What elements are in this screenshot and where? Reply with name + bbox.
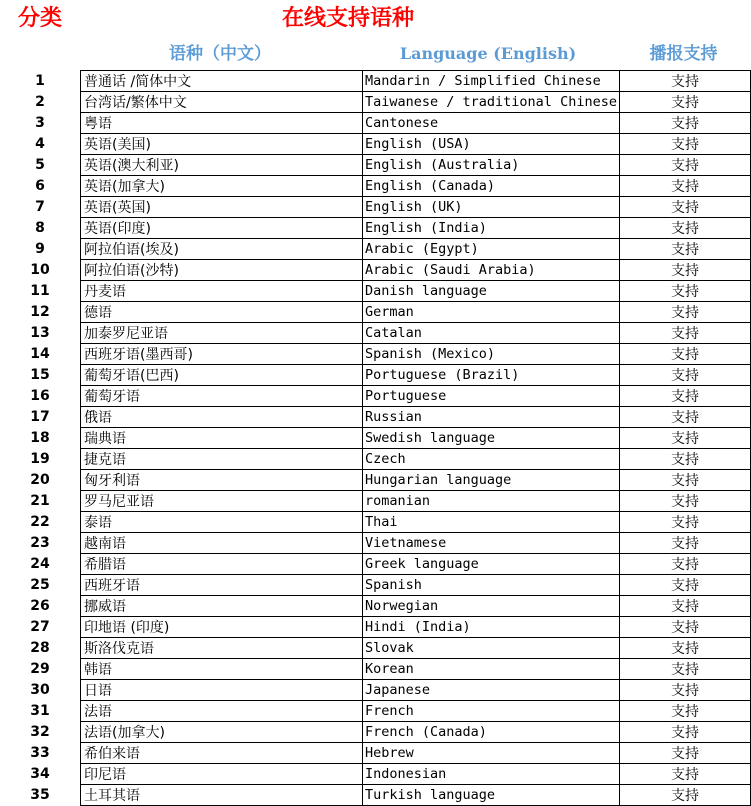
language-chinese-cell[interactable]: 粤语 bbox=[81, 113, 363, 134]
support-cell[interactable]: 支持 bbox=[620, 155, 751, 176]
row-number[interactable]: 17 bbox=[30, 409, 50, 425]
language-chinese-cell[interactable]: 匈牙利语 bbox=[81, 470, 363, 491]
support-cell[interactable]: 支持 bbox=[620, 638, 751, 659]
table-row bbox=[0, 92, 751, 113]
language-chinese-cell[interactable]: 土耳其语 bbox=[81, 785, 363, 806]
row-number[interactable]: 21 bbox=[30, 493, 50, 509]
support-cell[interactable]: 支持 bbox=[620, 470, 751, 491]
page-title: 在线支持语种 bbox=[281, 6, 414, 31]
language-chinese-cell[interactable]: 越南语 bbox=[81, 533, 363, 554]
row-number[interactable]: 7 bbox=[35, 199, 45, 215]
language-english-cell[interactable]: Norwegian bbox=[363, 596, 620, 617]
support-cell[interactable]: 支持 bbox=[620, 659, 751, 680]
language-chinese-cell[interactable]: 韩语 bbox=[81, 659, 363, 680]
category-header: 分类 bbox=[17, 6, 62, 31]
language-chinese-cell[interactable]: 法语(加拿大) bbox=[81, 722, 363, 743]
support-cell[interactable]: 支持 bbox=[620, 386, 751, 407]
support-cell[interactable]: 支持 bbox=[620, 323, 751, 344]
support-cell[interactable]: 支持 bbox=[620, 596, 751, 617]
table-row bbox=[0, 407, 751, 428]
language-chinese-cell[interactable]: 日语 bbox=[81, 680, 363, 701]
table-row bbox=[0, 764, 751, 785]
table-row bbox=[0, 617, 751, 638]
language-chinese-cell[interactable]: 印尼语 bbox=[81, 764, 363, 785]
language-english-cell[interactable]: Portuguese bbox=[363, 386, 620, 407]
table-row bbox=[0, 155, 751, 176]
row-number[interactable]: 15 bbox=[30, 367, 50, 383]
language-chinese-cell[interactable]: 挪威语 bbox=[81, 596, 363, 617]
row-number[interactable]: 16 bbox=[30, 388, 50, 404]
language-english-cell[interactable]: Mandarin / Simplified Chinese bbox=[363, 71, 620, 92]
language-chinese-cell[interactable]: 希腊语 bbox=[81, 554, 363, 575]
language-chinese-cell[interactable]: 英语(英国) bbox=[81, 197, 363, 218]
table-row bbox=[0, 134, 751, 155]
row-number[interactable]: 4 bbox=[35, 136, 45, 152]
table-row bbox=[0, 701, 751, 722]
table-row bbox=[0, 71, 751, 92]
row-number[interactable]: 26 bbox=[30, 598, 50, 614]
language-english-cell[interactable]: Catalan bbox=[363, 323, 620, 344]
table-row bbox=[0, 680, 751, 701]
row-number[interactable]: 6 bbox=[35, 178, 45, 194]
table-row bbox=[0, 659, 751, 680]
language-chinese-cell[interactable]: 葡萄牙语(巴西) bbox=[81, 365, 363, 386]
language-chinese-cell[interactable]: 葡萄牙语 bbox=[81, 386, 363, 407]
row-number[interactable]: 14 bbox=[30, 346, 50, 362]
row-number[interactable]: 9 bbox=[35, 241, 45, 257]
language-chinese-cell[interactable]: 英语(澳大利亚) bbox=[81, 155, 363, 176]
support-cell[interactable]: 支持 bbox=[620, 701, 751, 722]
row-number[interactable]: 19 bbox=[30, 451, 50, 467]
language-chinese-cell[interactable]: 斯洛伐克语 bbox=[81, 638, 363, 659]
table-row bbox=[0, 470, 751, 491]
table-row bbox=[0, 638, 751, 659]
support-cell[interactable]: 支持 bbox=[620, 785, 751, 806]
support-cell[interactable]: 支持 bbox=[620, 764, 751, 785]
language-english-cell[interactable]: Russian bbox=[363, 407, 620, 428]
row-number[interactable]: 30 bbox=[30, 682, 50, 698]
support-cell[interactable]: 支持 bbox=[620, 176, 751, 197]
language-english-cell[interactable]: Hindi (India) bbox=[363, 617, 620, 638]
row-number[interactable]: 27 bbox=[30, 619, 50, 635]
support-cell[interactable]: 支持 bbox=[620, 743, 751, 764]
table-row bbox=[0, 596, 751, 617]
language-english-cell[interactable]: Slovak bbox=[363, 638, 620, 659]
table-row bbox=[0, 239, 751, 260]
column-header-support: 播报支持 bbox=[649, 44, 718, 64]
language-chinese-cell[interactable]: 英语(印度) bbox=[81, 218, 363, 239]
row-number[interactable]: 18 bbox=[30, 430, 50, 446]
language-english-cell[interactable]: Portuguese (Brazil) bbox=[363, 365, 620, 386]
language-chinese-cell[interactable]: 西班牙语(墨西哥) bbox=[81, 344, 363, 365]
support-cell[interactable]: 支持 bbox=[620, 449, 751, 470]
language-english-cell[interactable]: Indonesian bbox=[363, 764, 620, 785]
language-english-cell[interactable]: Japanese bbox=[363, 680, 620, 701]
language-english-cell[interactable]: Czech bbox=[363, 449, 620, 470]
language-chinese-cell[interactable]: 西班牙语 bbox=[81, 575, 363, 596]
language-english-cell[interactable]: Korean bbox=[363, 659, 620, 680]
support-cell[interactable]: 支持 bbox=[620, 281, 751, 302]
table-row bbox=[0, 176, 751, 197]
language-table bbox=[0, 70, 751, 806]
language-english-cell[interactable]: Greek language bbox=[363, 554, 620, 575]
row-number[interactable]: 1 bbox=[35, 73, 45, 89]
support-cell[interactable]: 支持 bbox=[620, 533, 751, 554]
support-cell[interactable]: 支持 bbox=[620, 491, 751, 512]
language-english-cell[interactable]: Turkish language bbox=[363, 785, 620, 806]
support-cell[interactable]: 支持 bbox=[620, 512, 751, 533]
support-cell[interactable]: 支持 bbox=[620, 722, 751, 743]
row-number[interactable]: 2 bbox=[35, 94, 45, 110]
language-english-cell[interactable]: English (USA) bbox=[363, 134, 620, 155]
row-number[interactable]: 11 bbox=[30, 283, 50, 299]
table-row bbox=[0, 281, 751, 302]
language-english-cell[interactable]: Hebrew bbox=[363, 743, 620, 764]
language-english-cell[interactable]: Swedish language bbox=[363, 428, 620, 449]
language-chinese-cell[interactable]: 德语 bbox=[81, 302, 363, 323]
support-cell[interactable]: 支持 bbox=[620, 71, 751, 92]
language-chinese-cell[interactable]: 泰语 bbox=[81, 512, 363, 533]
language-chinese-cell[interactable]: 捷克语 bbox=[81, 449, 363, 470]
language-chinese-cell[interactable]: 印地语 (印度) bbox=[81, 617, 363, 638]
support-cell[interactable]: 支持 bbox=[620, 680, 751, 701]
support-cell[interactable]: 支持 bbox=[620, 218, 751, 239]
row-number[interactable]: 5 bbox=[35, 157, 45, 173]
support-cell[interactable]: 支持 bbox=[620, 428, 751, 449]
row-number[interactable]: 23 bbox=[30, 535, 50, 551]
row-number[interactable]: 12 bbox=[30, 304, 50, 320]
language-chinese-cell[interactable]: 英语(美国) bbox=[81, 134, 363, 155]
row-number[interactable]: 35 bbox=[30, 787, 50, 803]
table-row bbox=[0, 113, 751, 134]
language-english-cell[interactable]: Taiwanese / traditional Chinese bbox=[363, 92, 620, 113]
support-cell[interactable]: 支持 bbox=[620, 113, 751, 134]
language-chinese-cell[interactable]: 台湾话/繁体中文 bbox=[81, 92, 363, 113]
language-chinese-cell[interactable]: 罗马尼亚语 bbox=[81, 491, 363, 512]
language-chinese-cell[interactable]: 阿拉伯语(沙特) bbox=[81, 260, 363, 281]
row-number[interactable]: 34 bbox=[30, 766, 50, 782]
language-english-cell[interactable]: English (India) bbox=[363, 218, 620, 239]
support-cell[interactable]: 支持 bbox=[620, 407, 751, 428]
row-number[interactable]: 10 bbox=[30, 262, 50, 278]
table-row bbox=[0, 512, 751, 533]
language-english-cell[interactable]: romanian bbox=[363, 491, 620, 512]
table-row bbox=[0, 491, 751, 512]
table-row bbox=[0, 323, 751, 344]
column-header-english: Language (English) bbox=[399, 44, 577, 63]
support-cell[interactable]: 支持 bbox=[620, 302, 751, 323]
support-cell[interactable]: 支持 bbox=[620, 344, 751, 365]
support-cell[interactable]: 支持 bbox=[620, 617, 751, 638]
row-number[interactable]: 33 bbox=[30, 745, 50, 761]
language-english-cell[interactable]: Danish language bbox=[363, 281, 620, 302]
support-cell[interactable]: 支持 bbox=[620, 575, 751, 596]
language-chinese-cell[interactable]: 丹麦语 bbox=[81, 281, 363, 302]
language-english-cell[interactable]: English (UK) bbox=[363, 197, 620, 218]
support-cell[interactable]: 支持 bbox=[620, 239, 751, 260]
table-row bbox=[0, 575, 751, 596]
row-number[interactable]: 29 bbox=[30, 661, 50, 677]
language-chinese-cell[interactable]: 希伯来语 bbox=[81, 743, 363, 764]
support-cell[interactable]: 支持 bbox=[620, 134, 751, 155]
table-row bbox=[0, 743, 751, 764]
row-number[interactable]: 32 bbox=[30, 724, 50, 740]
row-number[interactable]: 28 bbox=[30, 640, 50, 656]
row-number[interactable]: 20 bbox=[30, 472, 50, 488]
support-cell[interactable]: 支持 bbox=[620, 554, 751, 575]
language-chinese-cell[interactable]: 加泰罗尼亚语 bbox=[81, 323, 363, 344]
row-number[interactable]: 3 bbox=[35, 115, 45, 131]
language-english-cell[interactable]: Cantonese bbox=[363, 113, 620, 134]
language-chinese-cell[interactable]: 阿拉伯语(埃及) bbox=[81, 239, 363, 260]
column-header-chinese: 语种（中文） bbox=[169, 44, 271, 64]
row-number[interactable]: 13 bbox=[30, 325, 50, 341]
table-row bbox=[0, 449, 751, 470]
language-english-cell[interactable]: French bbox=[363, 701, 620, 722]
support-cell[interactable]: 支持 bbox=[620, 260, 751, 281]
language-chinese-cell[interactable]: 瑞典语 bbox=[81, 428, 363, 449]
language-english-cell[interactable]: Thai bbox=[363, 512, 620, 533]
language-english-cell[interactable]: Vietnamese bbox=[363, 533, 620, 554]
table-row bbox=[0, 533, 751, 554]
table-row bbox=[0, 218, 751, 239]
support-cell[interactable]: 支持 bbox=[620, 365, 751, 386]
row-number[interactable]: 31 bbox=[30, 703, 50, 719]
table-row bbox=[0, 365, 751, 386]
table-row bbox=[0, 302, 751, 323]
row-number[interactable]: 22 bbox=[30, 514, 50, 530]
language-chinese-cell[interactable]: 俄语 bbox=[81, 407, 363, 428]
language-chinese-cell[interactable]: 法语 bbox=[81, 701, 363, 722]
table-row bbox=[0, 260, 751, 281]
table-row bbox=[0, 722, 751, 743]
language-english-cell[interactable]: Hungarian language bbox=[363, 470, 620, 491]
language-english-cell[interactable]: Arabic (Egypt) bbox=[363, 239, 620, 260]
language-english-cell[interactable]: English (Australia) bbox=[363, 155, 620, 176]
language-english-cell[interactable]: Spanish bbox=[363, 575, 620, 596]
language-english-cell[interactable]: French (Canada) bbox=[363, 722, 620, 743]
table-row bbox=[0, 344, 751, 365]
table-row bbox=[0, 785, 751, 806]
language-chinese-cell[interactable]: 英语(加拿大) bbox=[81, 176, 363, 197]
support-cell[interactable]: 支持 bbox=[620, 197, 751, 218]
language-english-cell[interactable]: Spanish (Mexico) bbox=[363, 344, 620, 365]
row-number[interactable]: 25 bbox=[30, 577, 50, 593]
language-english-cell[interactable]: German bbox=[363, 302, 620, 323]
support-cell[interactable]: 支持 bbox=[620, 92, 751, 113]
language-english-cell[interactable]: English (Canada) bbox=[363, 176, 620, 197]
row-number[interactable]: 8 bbox=[35, 220, 45, 236]
table-row bbox=[0, 197, 751, 218]
language-english-cell[interactable]: Arabic (Saudi Arabia) bbox=[363, 260, 620, 281]
table-row bbox=[0, 386, 751, 407]
language-chinese-cell[interactable]: 普通话 /简体中文 bbox=[81, 71, 363, 92]
row-number[interactable]: 24 bbox=[30, 556, 50, 572]
table-row bbox=[0, 554, 751, 575]
table-row bbox=[0, 428, 751, 449]
